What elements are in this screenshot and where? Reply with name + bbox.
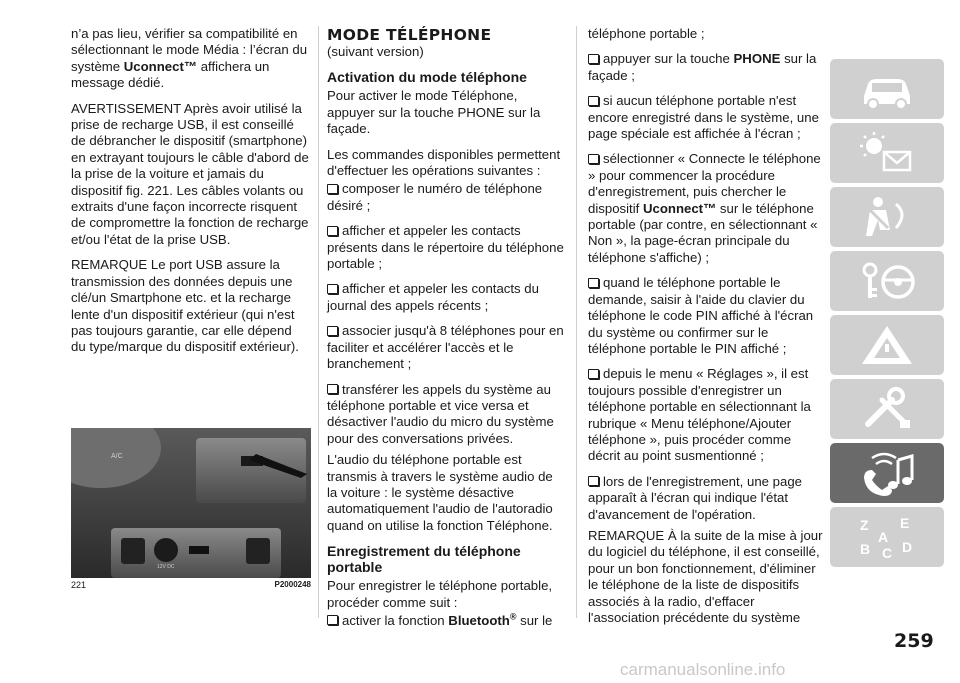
column-divider (576, 26, 577, 618)
column-divider (318, 26, 319, 618)
list-item: composer le numéro de téléphone désiré ; (327, 181, 543, 213)
tab-car[interactable] (830, 59, 944, 119)
tab-multimedia[interactable] (830, 443, 944, 503)
paragraph-compatibility: n’a pas lieu, vérifier sa compatibilité en sélectionnant le mode Média : l’écran du système Uconnect™ affichera un message dédié. (71, 26, 308, 91)
alphabet-index-icon (856, 514, 918, 560)
checkbox-bullet-icon (588, 278, 599, 288)
page-number: 259 (894, 630, 934, 652)
section-subtitle: (suivant version) (327, 44, 424, 59)
paragraph-warning: AVERTISSEMENT Après avoir utilisé la prise de recharge USB, il est conseillé de débrancher le dispositif (smartphone) en extrayant toujours le câble d'abord de la prise de la voiture et jamais du dispositif fig. 221. Les câbles volants ou extraits d'une façon incorrecte risquent de compromettre la fonction de recharge et/ou l'état de la prise USB. (71, 100, 309, 247)
paragraph-registration: Pour enregistrer le téléphone portable, procéder comme suit : (327, 578, 553, 610)
svg-text:B: B (860, 541, 871, 557)
list-item: transférer les appels du système au téléphone portable et vice versa et désactiver l'audio du micro du système pour des conversations privées. (327, 381, 554, 446)
list-item: appuyer sur la touche PHONE sur la façade ; (588, 51, 817, 83)
list-item: afficher et appeler les contacts présents dans le répertoire du téléphone portable ; (327, 223, 564, 272)
tab-safety[interactable] (830, 187, 944, 247)
list-item: lors de l'enregistrement, une page apparaît à l'écran qui indique l'état d'avancement de l'opération. (588, 473, 802, 522)
figure-number: 221 (71, 580, 87, 590)
svg-text:E: E (900, 515, 910, 531)
list-item: afficher et appeler les contacts du journal des appels récents ; (327, 281, 539, 313)
section-title: MODE TÉLÉPHONE (327, 26, 492, 44)
checkbox-bullet-icon (588, 369, 599, 379)
brand-bluetooth: Bluetooth (448, 612, 510, 628)
list-item: sélectionner « Connecte le téléphone » pour commencer la procédure d'enregistrement, puis chercher le dispositif Uconnect™ sur le téléphone portable (par contre, en sélectionnant « Non », la page-écran principale du téléphone s'affiche) ; (588, 151, 821, 265)
heading-registration: Enregistrement du téléphone portable (327, 543, 521, 576)
svg-text:D: D (902, 539, 913, 555)
car-icon (856, 66, 918, 112)
warning-lights-icon (856, 130, 918, 176)
continued-text: téléphone portable ; (588, 26, 705, 41)
figure-code: P2000248 (274, 580, 311, 589)
checkbox-bullet-icon (327, 615, 338, 625)
list-item: depuis le menu « Réglages », il est toujours possible d'enregistrer un téléphone portable en sélectionnant la rubrique « Menu téléphone/Ajouter téléphone », puis procéder comme décrit au point susmentionné ; (588, 366, 811, 464)
brand-uconnect: Uconnect™ (123, 58, 198, 74)
command-list (327, 181, 565, 447)
paragraph-remark-usb: REMARQUE Le port USB assure la transmission des données depuis une clé/un Smartphone etc. et la recharge lente d'un dispositif extérieur (qui n'est pas toujours garantie, car elle dépend du type/marque du dispositif extérieur). (71, 257, 299, 355)
right-column (588, 26, 826, 635)
checkbox-bullet-icon (588, 154, 599, 164)
list-item: activer la fonction Bluetooth® sur le (327, 613, 565, 629)
list-item: si aucun téléphone portable n'est encore enregistré dans le système, une page spéciale est affichée à l'écran ; (588, 93, 819, 142)
checkbox-bullet-icon (588, 476, 599, 486)
svg-text:A: A (878, 529, 889, 545)
seatbelt-airbag-icon (856, 194, 918, 240)
12v-label: 12V DC (157, 564, 175, 570)
usb-port-illustration (71, 428, 311, 578)
middle-column (327, 26, 565, 638)
tab-starting-driving[interactable] (830, 251, 944, 311)
emergency-triangle-icon (856, 322, 918, 368)
watermark-text: carmanualsonline.info (620, 660, 786, 679)
tab-index[interactable] (830, 507, 944, 567)
key-steering-icon (856, 258, 918, 304)
phone-music-icon (856, 450, 918, 496)
paragraph-activation: Pour activer le mode Téléphone, appuyer sur la touche PHONE sur la façade. (327, 88, 541, 137)
brand-uconnect: Uconnect™ (642, 200, 717, 216)
checkbox-bullet-icon (327, 284, 338, 294)
phone-key-label: PHONE (733, 51, 781, 67)
checkbox-bullet-icon (588, 96, 599, 106)
left-column (71, 26, 309, 365)
checkbox-bullet-icon (588, 54, 599, 64)
paragraph-audio: L'audio du téléphone portable est transmis à travers le système audio de la voiture : le système désactive automatiquement l'audio de l'autoradio quand on utilise la fonction Téléphone. (327, 452, 553, 533)
paragraph-commands: Les commandes disponibles permettent d'effectuer les opérations suivantes : (327, 146, 561, 179)
list-item: associer jusqu'à 8 téléphones pour en faciliter et accélérer l'accès et le branchement ; (327, 323, 564, 372)
heading-activation: Activation du mode téléphone (327, 69, 527, 86)
service-tools-icon (856, 386, 918, 432)
list-item: quand le téléphone portable le demande, saisir à l'aide du clavier du téléphone le code PIN affiché à l'écran du système ou confirmer sur le téléphone portable le PIN affiché ; (588, 275, 814, 356)
ac-label: A/C (111, 453, 123, 460)
checkbox-bullet-icon (327, 384, 338, 394)
usb-port-photo (71, 428, 311, 578)
tab-service[interactable] (830, 379, 944, 439)
paragraph-remark-update: REMARQUE À la suite de la mise à jour du logiciel du téléphone, il est conseillé, pour un bon fonctionnement, d'éliminer le téléphone de la liste de dispositifs associés à la radio, d'effacer l'association précédente du système (588, 527, 823, 625)
checkbox-bullet-icon (327, 226, 338, 236)
svg-text:Z: Z (860, 517, 869, 533)
svg-text:C: C (882, 545, 893, 560)
tab-emergency[interactable] (830, 315, 944, 375)
tab-warning-lights[interactable] (830, 123, 944, 183)
checkbox-bullet-icon (327, 184, 338, 194)
checkbox-bullet-icon (327, 326, 338, 336)
chapter-tabs (830, 59, 944, 571)
